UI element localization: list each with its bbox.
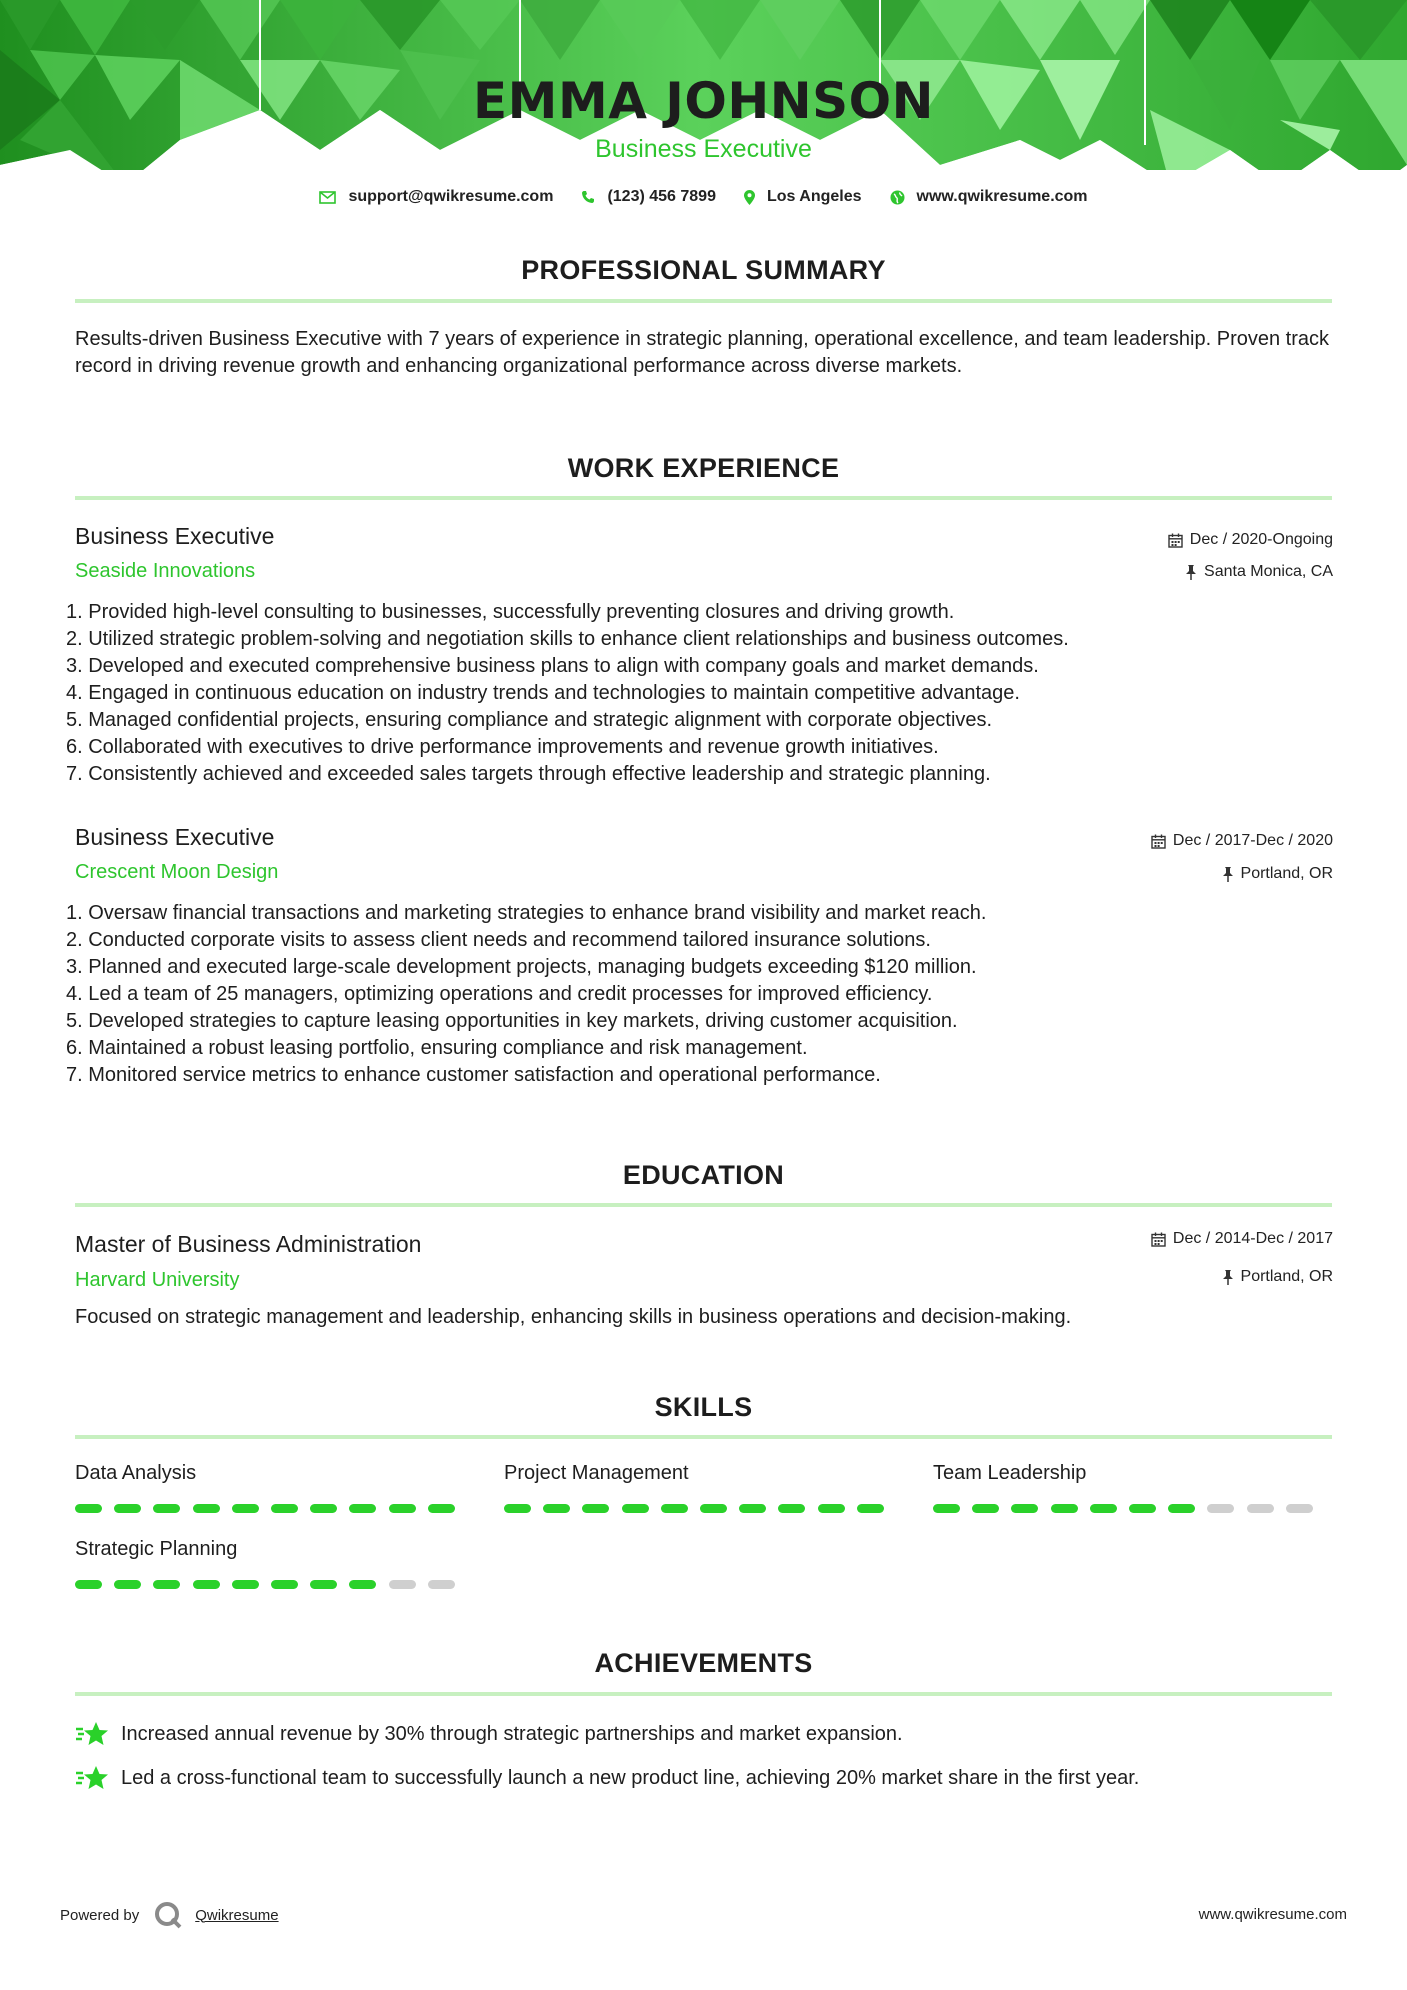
skill-dash-filled: [1168, 1504, 1195, 1513]
phone-icon: [581, 190, 595, 204]
education-divider: [75, 1203, 1332, 1207]
job-dates: [1168, 531, 1333, 549]
contact-location-text: Los Angeles: [766, 188, 862, 205]
skill-dash-filled: [857, 1504, 884, 1513]
footer-powered-by: [60, 1900, 279, 1930]
skill-dash-filled: [933, 1504, 960, 1513]
skill-dash-empty: [1286, 1504, 1313, 1513]
job-location-text: Portland, OR: [1240, 865, 1333, 882]
job-title: Business Executive: [75, 824, 275, 850]
duty-item: 3. Planned and executed large-scale development projects, managing budgets exceeding $120 million.: [66, 956, 977, 978]
skill-item: [933, 1462, 1313, 1485]
skill-dash-filled: [75, 1580, 102, 1589]
achievement-text: Increased annual revenue by 30% through strategic partnerships and market expansion.: [121, 1722, 903, 1745]
pushpin-icon: [1222, 1270, 1234, 1285]
skill-level-bar: [504, 1504, 896, 1513]
duty-item: 4. Led a team of 25 managers, optimizing operations and credit processes for improved efficiency.: [66, 983, 933, 1005]
skill-dash-filled: [153, 1580, 180, 1589]
skill-dash-filled: [504, 1504, 531, 1513]
star-icon: [75, 1720, 109, 1748]
skill-dash-filled: [153, 1504, 180, 1513]
skill-dash-filled: [582, 1504, 609, 1513]
summary-divider: [75, 299, 1332, 303]
achievement-text: Led a cross-functional team to successfully launch a new product line, achieving 20% market share in the first year.: [121, 1766, 1140, 1789]
job-dates: [1151, 832, 1333, 850]
skill-dash-filled: [778, 1504, 805, 1513]
education-dates-text: Dec / 2014-Dec / 2017: [1172, 1230, 1333, 1247]
map-pin-icon: [744, 190, 755, 205]
skill-dash-filled: [972, 1504, 999, 1513]
job-location: [1222, 865, 1333, 883]
candidate-name: EMMA JOHNSON: [473, 72, 934, 130]
skill-dash-filled: [310, 1580, 337, 1589]
skill-dash-filled: [428, 1504, 455, 1513]
education-heading: EDUCATION: [622, 1160, 785, 1190]
contact-phone-text: (123) 456 7899: [607, 188, 716, 205]
skill-item: [75, 1538, 455, 1561]
footer-website[interactable]: www.qwikresume.com: [1198, 1906, 1347, 1923]
pushpin-icon: [1222, 867, 1234, 882]
skill-dash-empty: [389, 1580, 416, 1589]
skill-dash-filled: [114, 1504, 141, 1513]
skill-level-bar: [75, 1504, 467, 1513]
skill-dash-filled: [114, 1580, 141, 1589]
calendar-icon: [1168, 533, 1183, 548]
degree-title: Master of Business Administration: [75, 1231, 422, 1257]
job-duties: [66, 900, 1336, 1089]
job-location-text: Santa Monica, CA: [1204, 563, 1333, 580]
summary-heading: PROFESSIONAL SUMMARY: [521, 255, 886, 285]
skill-dash-filled: [661, 1504, 688, 1513]
skill-level-bar: [75, 1580, 467, 1589]
achievement-item: [75, 1720, 903, 1748]
skill-name: Team Leadership: [933, 1462, 1087, 1484]
skill-dash-filled: [271, 1580, 298, 1589]
skill-level-bar: [933, 1504, 1325, 1513]
skill-dash-filled: [739, 1504, 766, 1513]
powered-by-label: Powered by: [60, 1906, 140, 1924]
skill-dash-filled: [1051, 1504, 1078, 1513]
job-company: Crescent Moon Design: [75, 861, 279, 883]
skill-dash-filled: [1129, 1504, 1156, 1513]
job-company: Seaside Innovations: [75, 560, 256, 582]
skills-heading: SKILLS: [654, 1392, 753, 1422]
achievement-item: [75, 1764, 1139, 1792]
skill-name: Strategic Planning: [75, 1538, 238, 1560]
skill-dash-filled: [543, 1504, 570, 1513]
skill-dash-filled: [271, 1504, 298, 1513]
education-location-text: Portland, OR: [1240, 1268, 1333, 1285]
contact-phone[interactable]: [581, 188, 716, 206]
contact-email-text: support@qwikresume.com: [348, 188, 554, 205]
skill-dash-empty: [1207, 1504, 1234, 1513]
contact-email[interactable]: [319, 188, 553, 206]
skill-dash-filled: [1090, 1504, 1117, 1513]
skill-item: [75, 1462, 455, 1485]
skill-dash-filled: [349, 1580, 376, 1589]
duty-item: 5. Developed strategies to capture leasing opportunities in key markets, driving customer acquisition.: [66, 1010, 958, 1032]
achievements-heading: ACHIEVEMENTS: [594, 1648, 813, 1678]
pushpin-icon: [1185, 565, 1197, 580]
duty-item: 4. Engaged in continuous education on industry trends and technologies to maintain competitive advantage.: [66, 682, 1020, 704]
education-dates: [1151, 1230, 1333, 1248]
skill-dash-filled: [232, 1580, 259, 1589]
job-dates-text: Dec / 2017-Dec / 2020: [1172, 832, 1333, 849]
skill-dash-empty: [1247, 1504, 1274, 1513]
duty-item: 6. Collaborated with executives to drive performance improvements and revenue growth initiatives.: [66, 736, 939, 758]
job-title: Business Executive: [75, 523, 275, 549]
qwikresume-logo-icon: [153, 1900, 183, 1930]
contact-location: [744, 188, 862, 206]
skill-dash-filled: [232, 1504, 259, 1513]
globe-icon: [890, 190, 905, 205]
skill-dash-filled: [310, 1504, 337, 1513]
duty-item: 6. Maintained a robust leasing portfolio, ensuring compliance and risk management.: [66, 1037, 808, 1059]
candidate-title: Business Executive: [595, 135, 812, 163]
experience-divider: [75, 496, 1332, 500]
contact-bar: [0, 188, 1407, 206]
job-dates-text: Dec / 2020-Ongoing: [1189, 531, 1333, 548]
skill-item: [504, 1462, 884, 1485]
skill-dash-filled: [1011, 1504, 1038, 1513]
skill-dash-empty: [428, 1580, 455, 1589]
school-name: Harvard University: [75, 1269, 240, 1291]
skill-dash-filled: [349, 1504, 376, 1513]
skill-name: Data Analysis: [75, 1462, 197, 1484]
duty-item: 1. Oversaw financial transactions and marketing strategies to enhance brand visibility and market reach.: [66, 902, 987, 924]
skill-name: Project Management: [504, 1462, 689, 1484]
summary-text: Results-driven Business Executive with 7 years of experience in strategic planning, operational excellence, and team leadership. Proven track record in driving revenue growth and enhancing organizational performance across diverse markets.: [75, 328, 1330, 377]
job-location: [1185, 563, 1333, 581]
duty-item: 3. Developed and executed comprehensive business plans to align with company goals and market demands.: [66, 655, 1039, 677]
calendar-icon: [1151, 834, 1166, 849]
duty-item: 2. Conducted corporate visits to assess client needs and recommend tailored insurance solutions.: [66, 929, 931, 951]
skill-dash-filled: [75, 1504, 102, 1513]
duty-item: 1. Provided high-level consulting to businesses, successfully preventing closures and driving growth.: [66, 601, 955, 623]
experience-heading: WORK EXPERIENCE: [567, 453, 840, 483]
contact-website[interactable]: [890, 188, 1088, 206]
skill-dash-filled: [622, 1504, 649, 1513]
calendar-icon: [1151, 1232, 1166, 1247]
skill-dash-filled: [193, 1580, 220, 1589]
skill-dash-filled: [700, 1504, 727, 1513]
skill-dash-filled: [818, 1504, 845, 1513]
skills-divider: [75, 1435, 1332, 1439]
education-description: Focused on strategic management and leadership, enhancing skills in business operations and decision-making.: [75, 1306, 1072, 1328]
achievements-divider: [75, 1692, 1332, 1696]
duty-item: 5. Managed confidential projects, ensuring compliance and strategic alignment with corporate objectives.: [66, 709, 993, 731]
duty-item: 7. Monitored service metrics to enhance customer satisfaction and operational performance.: [66, 1064, 881, 1086]
job-duties: [66, 599, 1336, 788]
qwikresume-link[interactable]: Qwikresume: [195, 1906, 279, 1924]
skill-dash-filled: [193, 1504, 220, 1513]
duty-item: 2. Utilized strategic problem-solving and negotiation skills to enhance client relationships and business outcomes.: [66, 628, 1069, 650]
duty-item: 7. Consistently achieved and exceeded sales targets through effective leadership and strategic planning.: [66, 763, 991, 785]
contact-website-text: www.qwikresume.com: [916, 188, 1088, 205]
education-location: [1222, 1268, 1333, 1286]
star-icon: [75, 1764, 109, 1792]
envelope-icon: [319, 191, 336, 204]
skill-dash-filled: [389, 1504, 416, 1513]
